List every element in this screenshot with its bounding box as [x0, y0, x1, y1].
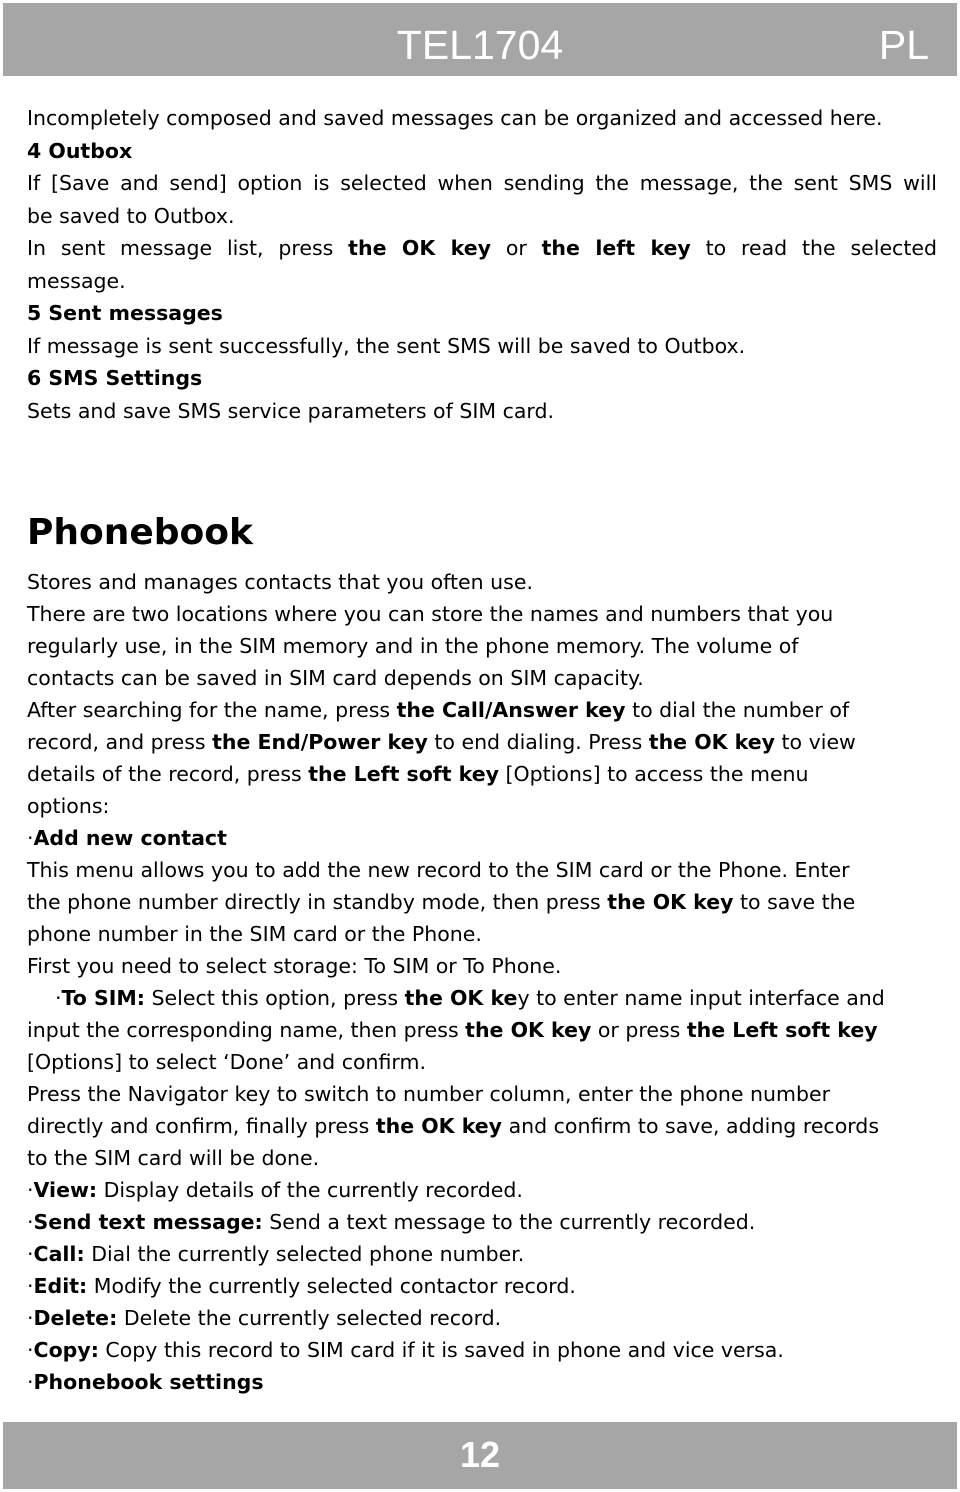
messages-section	[27, 102, 937, 427]
add-contact-line-1: This menu allows you to add the new record to the SIM card or the Phone. Enter	[27, 858, 850, 882]
bullet-dot: ·	[27, 1178, 34, 1202]
option-copy: ·Copy: Copy this record to SIM card if it is saved in phone and vice versa.	[27, 1338, 784, 1362]
locations-line-3: contacts can be saved in SIM card depends on SIM capacity.	[27, 666, 644, 690]
search-line-3: details of the record, press the Left soft key [Options] to access the menu	[27, 762, 809, 786]
to-sim-line-3: [Options] to select ‘Done’ and confirm.	[27, 1050, 426, 1074]
phonebook-heading: Phonebook	[27, 512, 253, 553]
bullet-dot: ·	[27, 1274, 34, 1298]
sent-messages-text: If message is sent successfully, the sent SMS will be saved to Outbox.	[27, 333, 746, 358]
bullet-dot: ·	[27, 1370, 34, 1394]
read-message-line-2: message.	[27, 268, 126, 293]
storage-line: First you need to select storage: To SIM or To Phone.	[27, 954, 562, 978]
bullet-dot: ·	[27, 1338, 34, 1362]
search-line-1: After searching for the name, press the Call/Answer key to dial the number of	[27, 698, 850, 722]
navigator-line-2: directly and confirm, finally press the OK key and confirm to save, adding records	[27, 1114, 880, 1138]
add-contact-line-2: the phone number directly in standby mode, then press the OK key to save the	[27, 890, 856, 914]
to-sim-line-2: input the corresponding name, then press the OK key or press the Left soft key	[27, 1018, 878, 1042]
option-call: ·Call: Dial the currently selected phone number.	[27, 1242, 525, 1266]
phonebook-section	[27, 566, 937, 1398]
to-sim-line-1: ·To SIM: Select this option, press the OK key to enter name input interface and	[55, 986, 885, 1010]
sms-settings-text: Sets and save SMS service parameters of SIM card.	[27, 398, 555, 423]
sms-settings-heading: 6 SMS Settings	[27, 366, 203, 390]
language-code: PL	[878, 22, 929, 68]
page-number: 12	[459, 1434, 501, 1475]
add-new-contact-heading: ·Add new contact	[27, 826, 227, 850]
add-contact-line-3: phone number in the SIM card or the Phone.	[27, 922, 482, 946]
search-line-4: options:	[27, 794, 110, 818]
page-footer	[3, 1422, 957, 1489]
drafts-description: Incompletely composed and saved messages can be organized and accessed here.	[27, 106, 883, 130]
option-send-text-message: ·Send text message: Send a text message to the currently recorded.	[27, 1210, 756, 1234]
navigator-line-1: Press the Navigator key to switch to number column, enter the phone number	[27, 1082, 831, 1106]
outbox-text-line-2: be saved to Outbox.	[27, 203, 235, 228]
document-title: TEL1704	[396, 22, 564, 68]
page-header	[3, 3, 957, 76]
outbox-heading: 4 Outbox	[27, 138, 133, 163]
option-edit: ·Edit: Modify the currently selected contactor record.	[27, 1274, 576, 1298]
sent-messages-heading: 5 Sent messages	[27, 301, 223, 325]
outbox-text-line-1: If [Save and send] option is selected when sending the message, the sent SMS will	[27, 171, 937, 195]
bullet-dot: ·	[55, 986, 62, 1010]
bullet-dot: ·	[27, 1242, 34, 1266]
read-message-line-1: In sent message list, press the OK key or the left key to read the selected	[27, 236, 937, 260]
bullet-dot: ·	[27, 1210, 34, 1234]
option-phonebook-settings: ·Phonebook settings	[27, 1370, 264, 1394]
bullet-dot: ·	[27, 1306, 34, 1330]
locations-line-1: There are two locations where you can store the names and numbers that you	[27, 602, 834, 626]
locations-line-2: regularly use, in the SIM memory and in the phone memory. The volume of	[27, 634, 799, 658]
bullet-dot: ·	[27, 826, 34, 850]
navigator-line-3: to the SIM card will be done.	[27, 1146, 320, 1170]
option-delete: ·Delete: Delete the currently selected record.	[27, 1306, 502, 1330]
phonebook-intro: Stores and manages contacts that you often use.	[27, 570, 533, 594]
search-line-2: record, and press the End/Power key to end dialing. Press the OK key to view	[27, 730, 856, 754]
option-view: ·View: Display details of the currently recorded.	[27, 1178, 523, 1202]
